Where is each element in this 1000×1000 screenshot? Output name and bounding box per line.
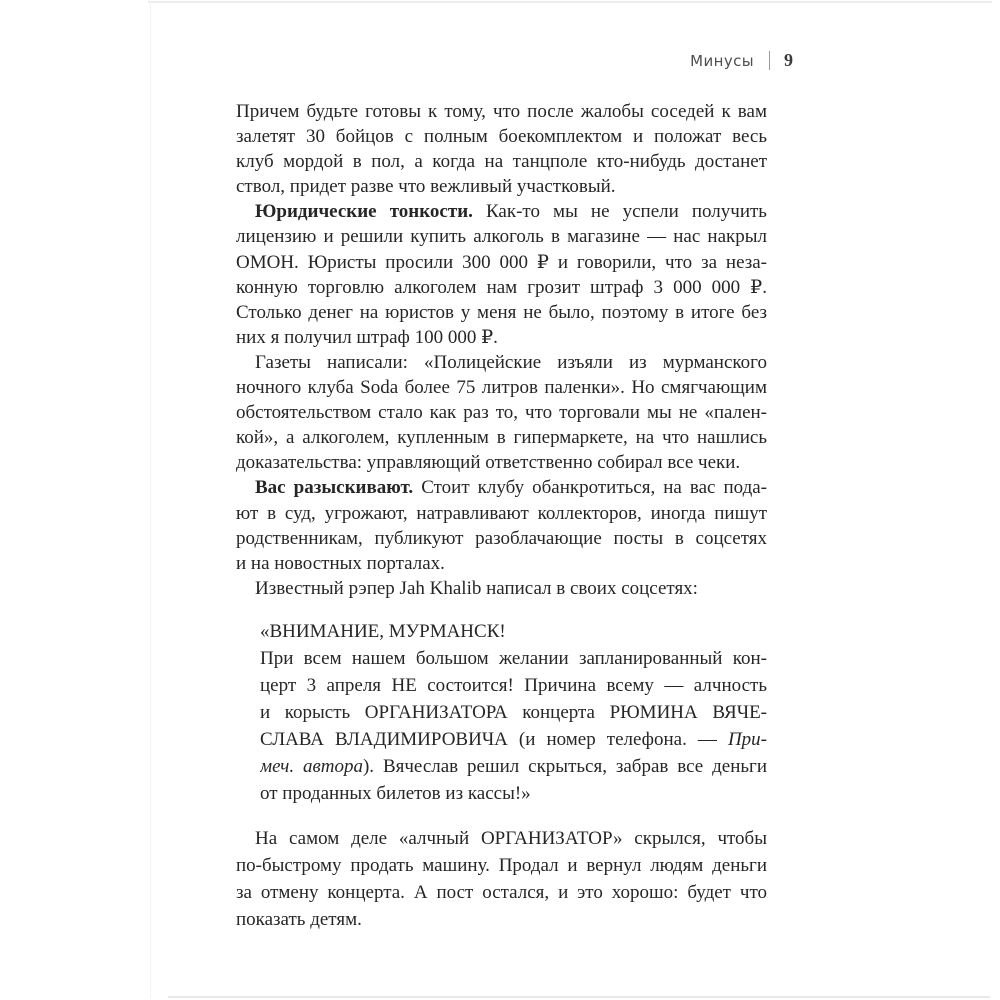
run-in-heading: Вас разыскивают. [255,477,414,499]
paragraph-conclusion [236,826,767,934]
paragraph-rapper [236,576,767,601]
paragraph-legal [236,199,767,350]
text-line: церт 3 апреля НЕ состоится! Причина всему — алчность [260,674,767,696]
page-number: 9 [784,50,793,70]
text-line: ночного клуба Soda более 75 литров паленки». Но смягчающим [236,377,767,399]
text-line [260,753,767,780]
page-edge-left [150,1,151,998]
text-line: обстоятельством стало как раз то, что торговали мы не «пален- [236,402,767,424]
text-line: ОМОН. Юристы просили 300 000 ₽ и говорили, что за неза- [236,251,767,273]
text-segment: Как-то мы не успели получить [472,201,767,223]
running-head-divider [769,51,770,70]
text-column [236,99,767,933]
text-line [236,199,767,224]
page-edge-bottom [168,996,990,998]
text-line [236,475,767,500]
authors-note-segment: При- [727,728,767,750]
text-segment: ). Вячеслав решил скрыться, забрав все деньги [362,755,767,777]
text-line: показать детям. [236,908,362,930]
text-segment: СЛАВА ВЛАДИМИРОВИЧА (и номер телефона. — [260,728,728,750]
text-line: Известный рэпер Jah Khalib написал в своих соцсетях: [255,577,698,599]
text-line: Столько денег на юристов у меня не было, поэтому в итоге без [236,301,767,323]
run-in-heading: Юридические тонкости. [255,201,473,223]
text-line: конную торговлю алкоголем нам грозит штраф 3 000 000 ₽. [236,276,767,298]
quoted-post [260,618,767,807]
text-line [260,726,767,753]
text-line: доказательства: управляющий ответственно собирал все чеки. [236,452,741,474]
text-line: Газеты написали: «Полицейские изъяли из мурманского [255,351,767,373]
text-line: них я получил штраф 100 000 ₽. [236,326,498,348]
text-line: При всем нашем большом желании запланированный кон- [260,647,767,669]
text-line: клуб мордой в пол, а когда на танцполе кто-нибудь достанет [236,151,767,173]
text-line: родственникам, публикуют разоблачающие посты в соцсетях [236,527,767,549]
authors-note-segment: меч. автора [260,755,363,777]
page-edge-top [148,1,992,3]
paragraph-raid [236,99,767,199]
quote-heading: «ВНИМАНИЕ, МУРМАНСК! [260,620,506,642]
paragraph-newspapers [236,350,767,475]
text-line: и корысть ОРГАНИЗАТОРА концерта РЮМИНА ВЯЧЕ- [260,701,767,723]
text-line: залетят 30 бойцов с полным боекомплектом и положат весь [236,126,767,148]
running-head [690,50,793,71]
text-line: по-быстрому продать машину. Продал и вернул людям деньги [236,854,767,876]
text-line: На самом деле «алчный ОРГАНИЗАТОР» скрылся, чтобы [255,827,767,849]
text-line: ют в суд, угрожают, натравливают коллекторов, иногда пишут [236,502,767,524]
text-line: ствол, придет разве что вежливый участковый. [236,176,616,198]
text-segment: Стоит клубу обанкротиться, на вас пода- [413,477,767,499]
text-line: от проданных билетов из кассы!» [260,782,531,804]
text-line: Причем будьте готовы к тому, что после жалобы соседей к вам [236,101,767,122]
text-line: за отмену концерта. А пост остался, и это хорошо: будет что [236,881,767,903]
text-line: и на новостных порталах. [236,552,445,574]
paragraph-wanted [236,475,767,575]
text-line: кой», а алкоголем, купленным в гипермаркете, на что нашлись [236,427,767,449]
running-head-chapter: Минусы [690,51,754,70]
text-line: лицензию и решили купить алкоголь в магазине — нас накрыл [236,226,767,248]
